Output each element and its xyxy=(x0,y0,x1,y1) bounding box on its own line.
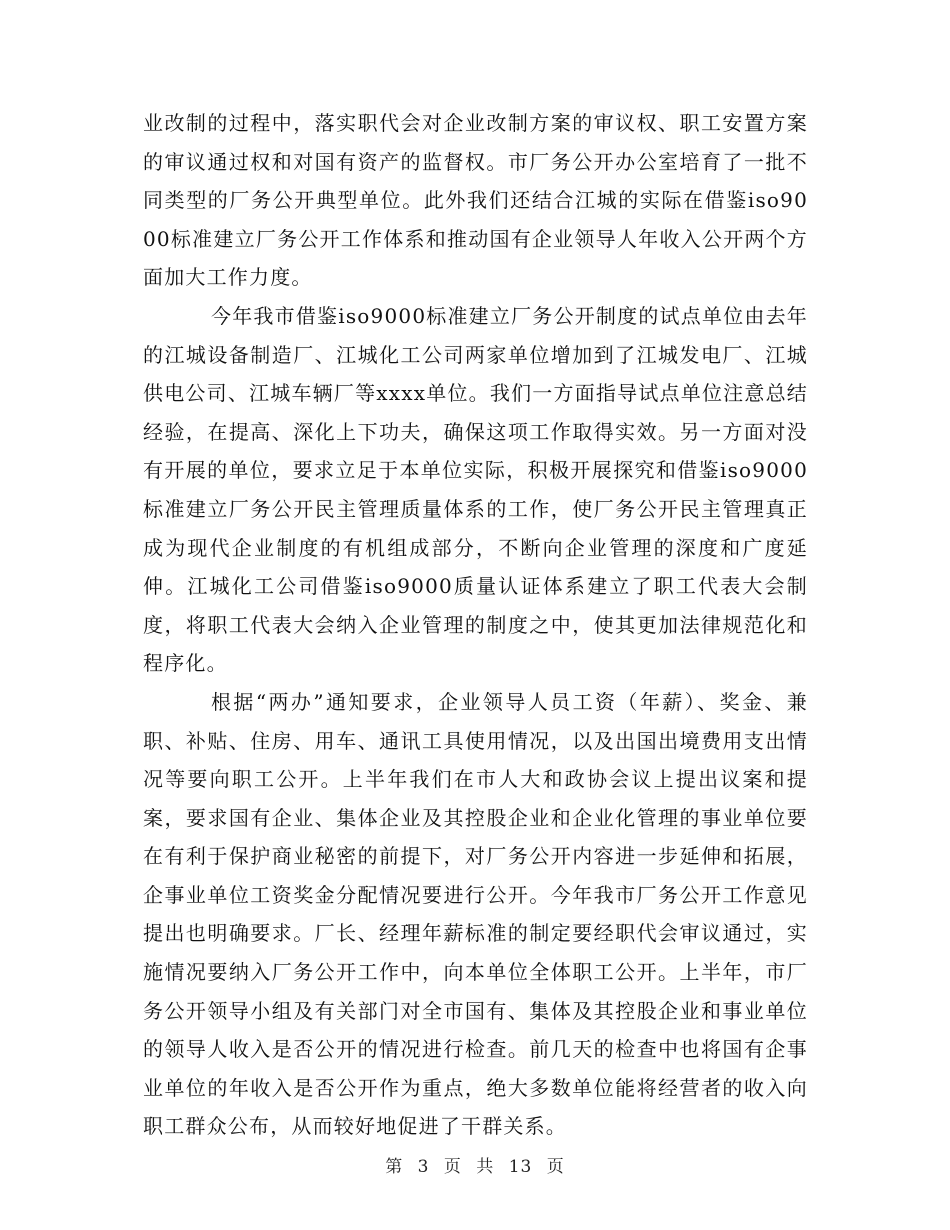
footer-page-word: 页 xyxy=(443,1157,462,1177)
paragraph-2: 今年我市借鉴iso9000标准建立厂务公开制度的试点单位由去年的江城设备制造厂、江城化工公司两家单位增加到了江城发电厂、江城供电公司、江城车辆厂等xxxx单位。我们一方面指导试点单位注意总结经验，在提高、深化上下功夫，确保这项工作取得实效。另一方面对没有开展的单位，要求立足于本单位实际，积极开展探究和借鉴iso9000标准建立厂务公开民主管理质量体系的工作，使厂务公开民主管理真正成为现代企业制度的有机组成部分，不断向企业管理的深度和广度延伸。江城化工公司借鉴iso9000质量认证体系建立了职工代表大会制度，将职工代表大会纳入企业管理的制度之中，使其更加法律规范化和程序化。 xyxy=(143,303,808,676)
document-body xyxy=(143,104,808,1146)
footer-page-prefix: 第 xyxy=(385,1157,404,1177)
footer-total-prefix: 共 xyxy=(476,1157,495,1177)
footer-total-pages: 13 xyxy=(508,1157,533,1177)
page-footer xyxy=(0,1152,950,1177)
paragraph-1: 业改制的过程中，落实职代会对企业改制方案的审议权、职工安置方案的审议通过权和对国有资产的监督权。市厂务公开办公室培育了一批不同类型的厂务公开典型单位。此外我们还结合江城的实际在借鉴iso9000标准建立厂务公开工作体系和推动国有企业领导人年收入公开两个方面加大工作力度。 xyxy=(143,111,808,290)
footer-total-suffix: 页 xyxy=(546,1157,565,1177)
footer-current-page: 3 xyxy=(417,1157,430,1177)
paragraph-3: 根据“两办”通知要求，企业领导人员工资（年薪）、奖金、兼职、补贴、住房、用车、通讯工具使用情况，以及出国出境费用支出情况等要向职工公开。上半年我们在市人大和政协会议上提出议案和提案，要求国有企业、集体企业及其控股企业和企业化管理的事业单位要在有利于保护商业秘密的前提下，对厂务公开内容进一步延伸和拓展，企事业单位工资奖金分配情况要进行公开。今年我市厂务公开工作意见提出也明确要求。厂长、经理年薪标准的制定要经职代会审议通过，实施情况要纳入厂务公开工作中，向本单位全体职工公开。上半年，市厂务公开领导小组及有关部门对全市国有、集体及其控股企业和事业单位的领导人收入是否公开的情况进行检查。前几天的检查中也将国有企事业单位的年收入是否公开作为重点，绝大多数单位能将经营者的收入向职工群众公布，从而较好地促进了干群关系。 xyxy=(143,689,808,1139)
